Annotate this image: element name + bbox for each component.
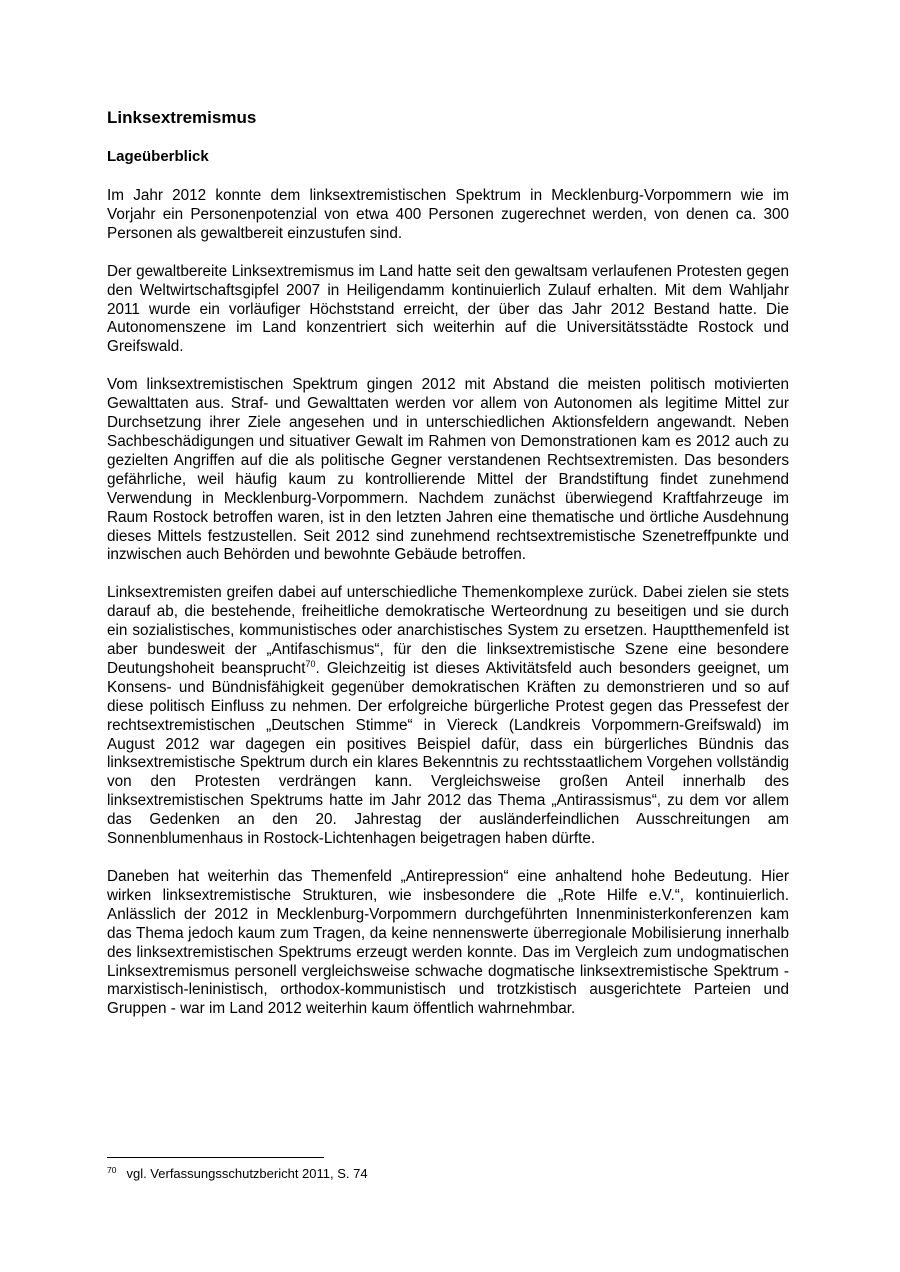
footnote-reference: 70 — [305, 658, 316, 669]
paragraph-2: Der gewaltbereite Linksextremismus im Land hatte seit den gewaltsam verlaufenen Protesten gegen den Weltwirtschaftsgipfel 2007 in Heiligendamm kontinuierlich Zulauf erhalten. Mit dem Wahljahr 2011 wurde ein vorläufiger Höchststand erreicht, der über das Jahr 2012 Bestand hatte. Die Autonomenszene im Land konzentriert sich weiterhin auf die Universitätsstädte Rostock und Greifswald. — [107, 262, 789, 356]
paragraph-4-text-after-note: . Gleichzeitig ist dieses Aktivitätsfeld auch besonders geeignet, um Konsens- und Bündnisfähigkeit gegenüber demokratischen Kräften zu demonstrieren und so auf diese politisch Einfluss zu nehmen. Der erfolgreiche bürgerliche Protest gegen das Pressefest der rechtsextremistischen „Deutschen Stimme“ in Viereck (Landkreis Vorpommern-Greifswald) im August 2012 war dagegen ein positives Beispiel dafür, dass ein bürgerliches Bündnis das linksextremistische Spektrum durch ein klares Bekenntnis zu rechtsstaatlichem Vorgehen vollständig von den Protesten verdrängen kann. Vergleichsweise großen Anteil innerhalb des linksextremistischen Spektrums hatte im Jahr 2012 das Thema „Antirassismus“, zu dem vor allem das Gedenken an den 20. Jahrestag der ausländerfeindlichen Ausschreitungen am Sonnenblumenhaus in Rostock-Lichtenhagen beigetragen haben dürfte. — [107, 659, 789, 848]
footnote-separator — [107, 1157, 324, 1158]
subsection-heading: Lageüberblick — [107, 148, 209, 165]
footnote — [107, 1166, 368, 1182]
paragraph-4 — [107, 584, 789, 849]
paragraph-1: Im Jahr 2012 konnte dem linksextremistischen Spektrum in Mecklenburg-Vorpommern wie im Vorjahr ein Personenpotenzial von etwa 400 Personen zugerechnet werden, von denen ca. 300 Personen als gewaltbereit einzustufen sind. — [107, 187, 789, 242]
section-heading: Linksextremismus — [107, 108, 257, 127]
footnote-number: 70 — [107, 1164, 117, 1175]
body-text — [107, 187, 789, 1038]
paragraph-5: Daneben hat weiterhin das Themenfeld „Antirepression“ eine anhaltend hohe Bedeutung. Hier wirken linksextremistische Strukturen, wie insbesondere die „Rote Hilfe e.V.“, kontinuierlich. Anlässlich der 2012 in Mecklenburg-Vorpommern durchgeführten Innenministerkonferenzen kam das Thema jedoch kaum zum Tragen, da keine nennenswerte überregionale Mobilisierung innerhalb des linksextremistischen Spektrums erzeugt werden konnte. Das im Vergleich zum undogmatischen Linksextremismus personell vergleichsweise schwache dogmatische linksextremistische Spektrum - marxistisch-leninistisch, orthodox-kommunistisch und trotzkistisch ausgerichtete Parteien und Gruppen - war im Land 2012 weiterhin kaum öffentlich wahrnehmbar. — [107, 868, 789, 1018]
paragraph-3: Vom linksextremistischen Spektrum gingen 2012 mit Abstand die meisten politisch motivierten Gewalttaten aus. Straf- und Gewalttaten werden vor allem von Autonomen als legitime Mittel zur Durchsetzung ihrer Ziele angesehen und in unterschiedlichen Aktionsfeldern angewandt. Neben Sachbeschädigungen und situativer Gewalt im Rahmen von Demonstrationen kam es 2012 auch zu gezielten Angriffen auf die als politische Gegner verstandenen Rechtsextremisten. Das besonders gefährliche, weil häufig kaum zu kontrollierende Mittel der Brandstiftung findet zunehmend Verwendung in Mecklenburg-Vorpommern. Nachdem zunächst überwiegend Kraftfahrzeuge im Raum Rostock betroffen waren, ist in den letzten Jahren eine thematische und örtliche Ausdehnung dieses Mittels festzustellen. Seit 2012 sind zunehmend rechtsextremistische Szenetreffpunkte und inzwischen auch Behörden und bewohnte Gebäude betroffen. — [107, 376, 789, 564]
footnote-text: vgl. Verfassungsschutzbericht 2011, S. 74 — [126, 1166, 368, 1181]
paragraph-4-text-before-note: Linksextremisten greifen dabei auf unterschiedliche Themenkomplexe zurück. Dabei zielen sie stets darauf ab, die bestehende, freiheitliche demokratische Werteordnung zu beseitigen und sie durch ein sozialistisches, kommunistisches oder anarchistisches System zu ersetzen. Hauptthemenfeld ist aber bundesweit der „Antifaschismus“, für den die linksextremistische Szene eine besondere Deutungshoheit beansprucht — [107, 584, 789, 677]
